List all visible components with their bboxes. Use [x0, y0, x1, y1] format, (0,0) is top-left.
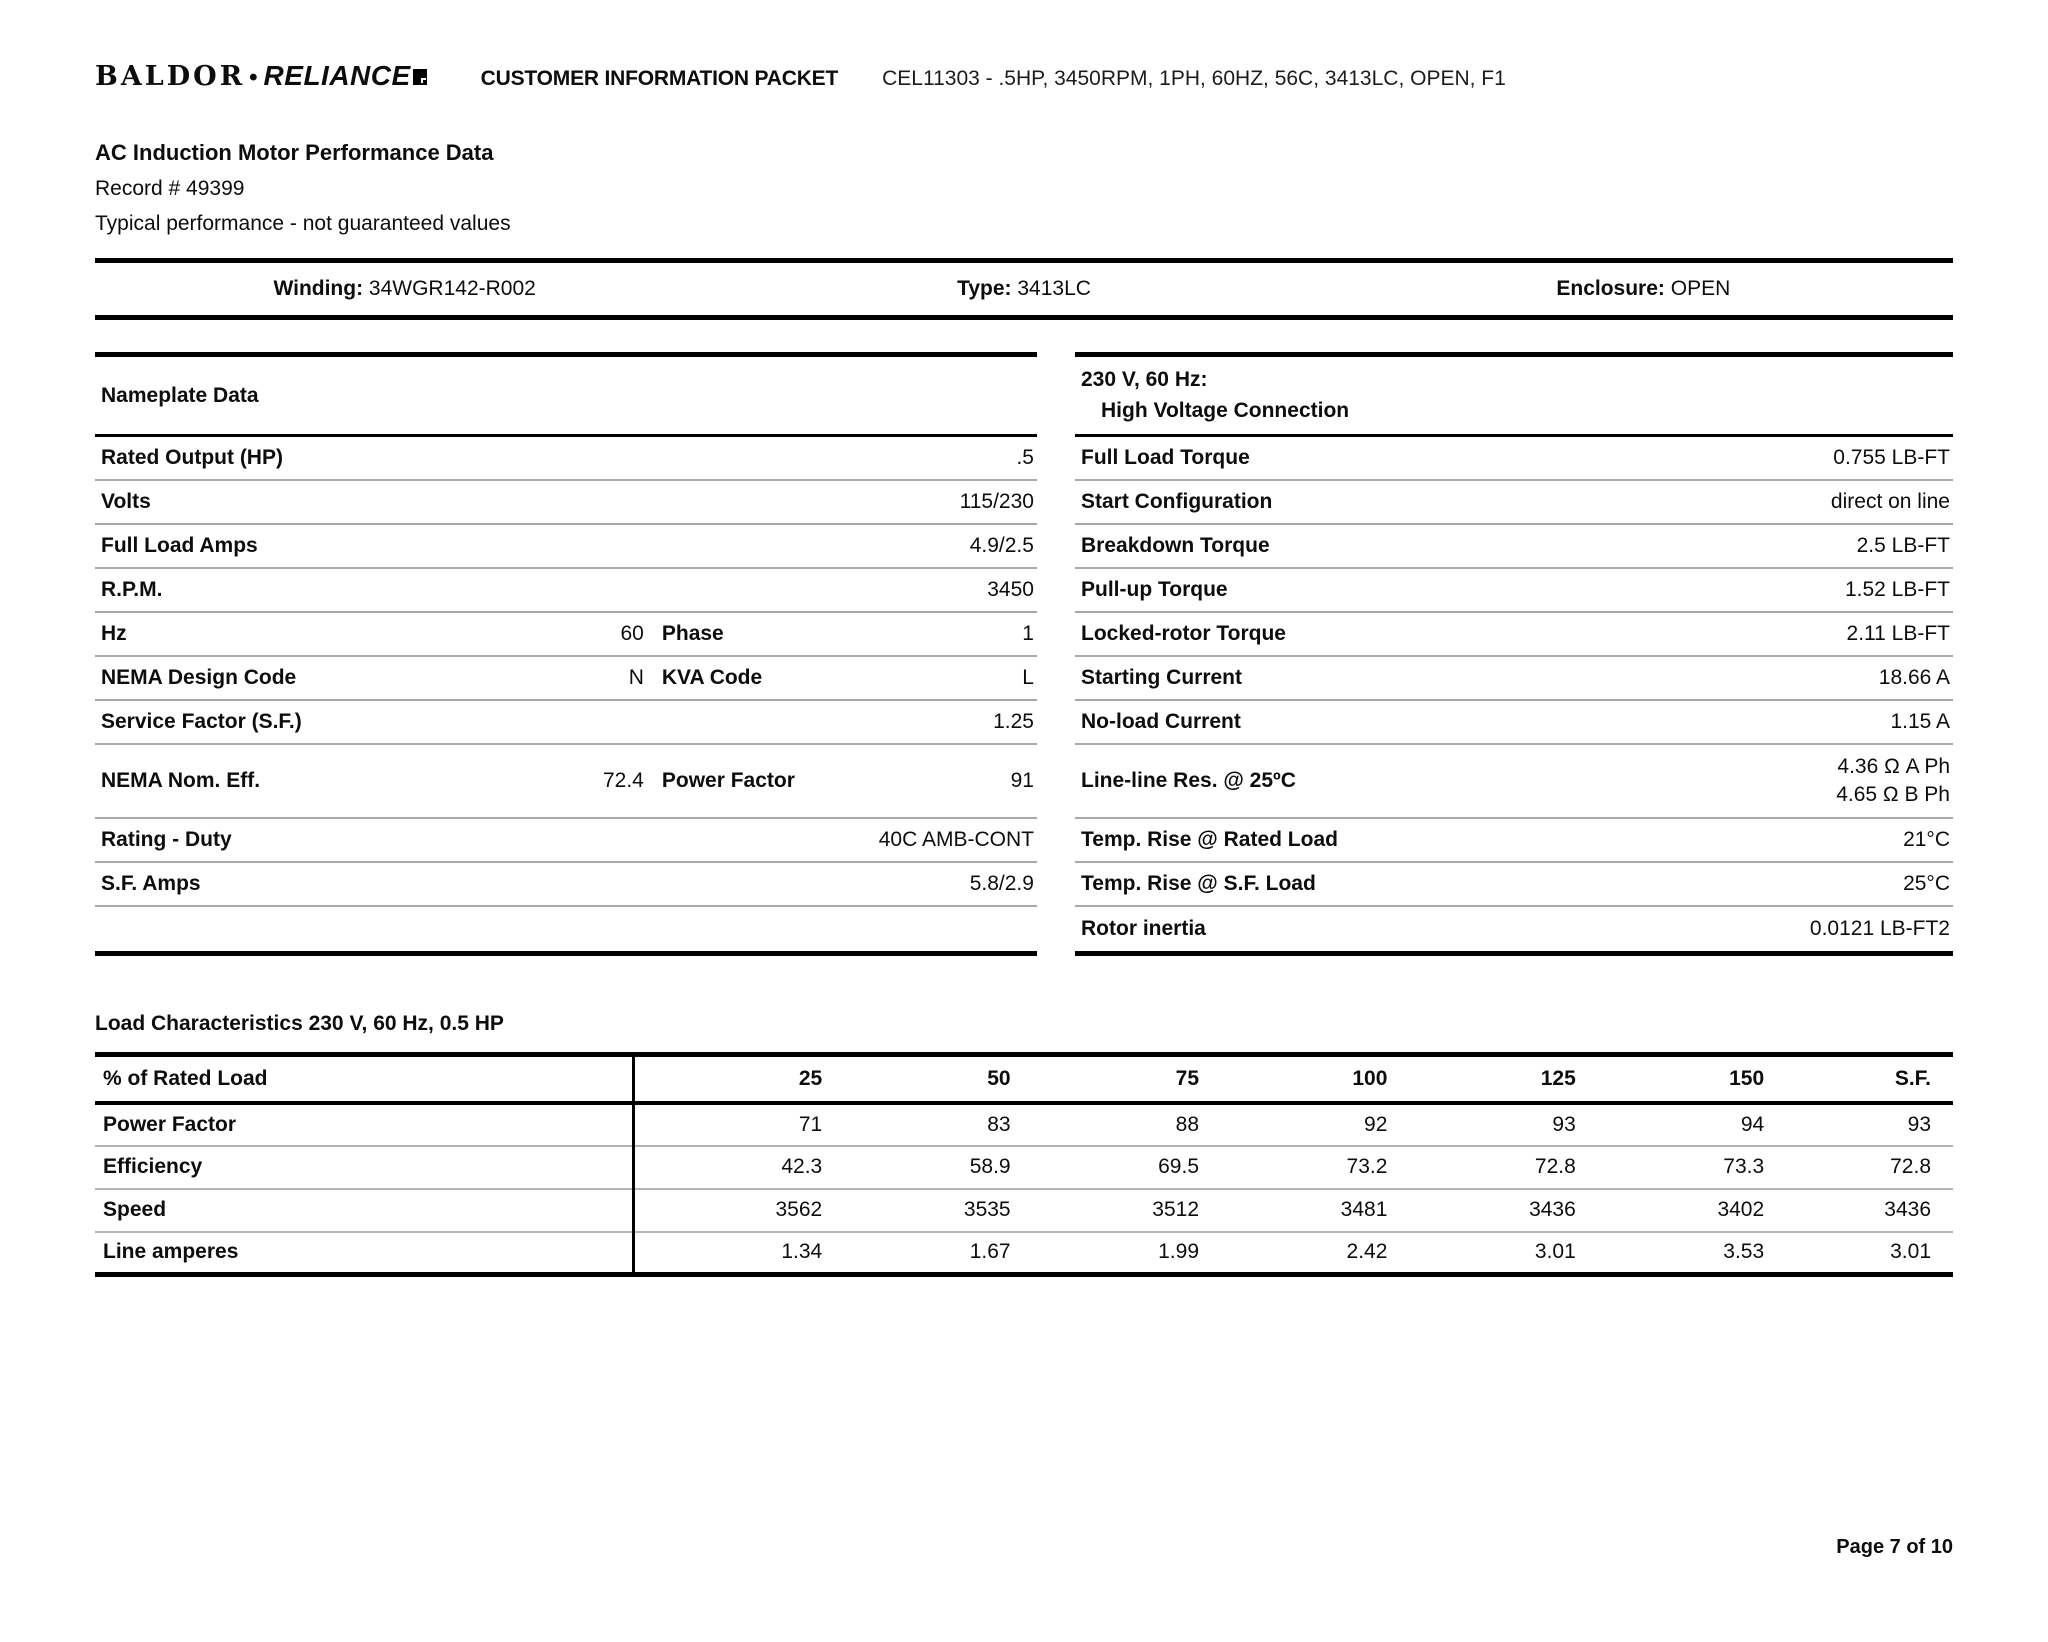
- row-label: Breakdown Torque: [1081, 534, 1270, 557]
- row-value: 0.755 LB-FT: [1833, 446, 1950, 469]
- row-value: 18.66 A: [1878, 666, 1950, 689]
- high-voltage-header: [1075, 357, 1953, 437]
- cell-value: 3.53: [1723, 1240, 1765, 1264]
- row-value: 3450: [987, 578, 1034, 601]
- nameplate-header: [95, 357, 1037, 437]
- row-label: Starting Current: [1081, 666, 1243, 689]
- row-label: Efficiency: [95, 1146, 634, 1189]
- winding-summary-bar: [95, 258, 1953, 320]
- row-second-label: Power Factor: [661, 769, 795, 792]
- type-cell: [714, 277, 1333, 301]
- table-row: [1075, 481, 1953, 525]
- column-header: 50: [822, 1055, 1010, 1103]
- row-label: Line-line Res. @ 25ºC: [1081, 769, 1296, 792]
- row-second-label: KVA Code: [661, 666, 763, 689]
- table-row: [1075, 613, 1953, 657]
- table-row: [95, 657, 1037, 701]
- table-row: [1075, 569, 1953, 613]
- enclosure-value: OPEN: [1670, 277, 1731, 300]
- cell-value: 3.01: [1890, 1240, 1931, 1264]
- enclosure-label: Enclosure:: [1556, 277, 1665, 300]
- row-label: Start Configuration: [1081, 490, 1273, 513]
- row-mid-value: N: [628, 666, 644, 689]
- empty-row: [95, 907, 1037, 947]
- table-row: [95, 819, 1037, 863]
- row-label: Temp. Rise @ Rated Load: [1081, 828, 1338, 851]
- row-value: direct on line: [1830, 490, 1950, 513]
- table-row: [1075, 525, 1953, 569]
- load-characteristics-heading: Load Characteristics 230 V, 60 Hz, 0.5 HP: [95, 1012, 504, 1035]
- row-label: Rated Output (HP): [101, 446, 283, 469]
- table-row: [95, 1103, 1953, 1146]
- row-value: 21°C: [1903, 828, 1950, 851]
- cell-value: 3.01: [1534, 1240, 1576, 1264]
- row-second-label: Phase: [661, 622, 724, 645]
- row-label: Rating - Duty: [101, 828, 232, 851]
- cell-value: 88: [1011, 1103, 1199, 1146]
- logo-reliance-text: RELIANCE: [263, 60, 411, 91]
- row-label: S.F. Amps: [101, 872, 201, 895]
- row-label: Full Load Amps: [101, 534, 258, 557]
- table-row: [95, 863, 1037, 907]
- hv-header-line2: High Voltage Connection: [1101, 399, 1350, 422]
- table-row: [1075, 657, 1953, 701]
- title-block: [95, 140, 1953, 236]
- row-label: Temp. Rise @ S.F. Load: [1081, 872, 1316, 895]
- table-row: [95, 525, 1037, 569]
- row-mid-value: 60: [620, 622, 644, 645]
- table-row: [95, 701, 1037, 745]
- cell-value: 93: [1387, 1103, 1575, 1146]
- table-row: [1075, 701, 1953, 745]
- baldor-reliance-logo: [95, 60, 429, 92]
- page-number: Page 7 of 10: [1836, 1536, 1953, 1558]
- cell-value: 58.9: [822, 1146, 1010, 1189]
- row-label: NEMA Nom. Eff.: [101, 769, 261, 792]
- row-label: Rotor inertia: [1081, 917, 1206, 940]
- cell-value: 3402: [1576, 1189, 1764, 1232]
- table-row: [1075, 745, 1953, 819]
- table-row: [95, 437, 1037, 481]
- row-label: No-load Current: [1081, 710, 1241, 733]
- table-row: [95, 745, 1037, 819]
- row-value: 40C AMB-CONT: [878, 828, 1034, 851]
- cell-value: 69.5: [1011, 1146, 1199, 1189]
- record-number: Record # 49399: [95, 177, 245, 200]
- row-label: Line amperes: [95, 1232, 634, 1275]
- row-value: 1.25: [993, 710, 1034, 733]
- winding-cell: [95, 277, 714, 301]
- winding-value: 34WGR142-R002: [368, 277, 536, 300]
- cell-value: 1.99: [1158, 1240, 1199, 1264]
- row-value-line2: 4.65 Ω B Ph: [1836, 783, 1950, 806]
- cell-value: 72.8: [1764, 1146, 1953, 1189]
- table-row: [95, 613, 1037, 657]
- row-value: 1.52 LB-FT: [1844, 578, 1950, 601]
- column-header: 100: [1199, 1055, 1387, 1103]
- row-label: Speed: [95, 1189, 634, 1232]
- cell-value: 3436: [1764, 1189, 1953, 1232]
- table-row: [1075, 863, 1953, 907]
- cell-value: 73.3: [1576, 1146, 1764, 1189]
- row-value: .5: [1016, 446, 1034, 469]
- row-value: 2.11 LB-FT: [1846, 622, 1950, 645]
- row-value: 1.15 A: [1890, 710, 1950, 733]
- row-label: Full Load Torque: [1081, 446, 1250, 469]
- column-header: 150: [1576, 1055, 1764, 1103]
- document-page: [0, 60, 2048, 1277]
- cell-value: 3562: [634, 1189, 822, 1232]
- cell-value: 83: [822, 1103, 1010, 1146]
- cell-value: 3436: [1387, 1189, 1575, 1232]
- model-description: CEL11303 - .5HP, 3450RPM, 1PH, 60HZ, 56C, 3413LC, OPEN, F1: [882, 67, 1506, 90]
- cell-value: 73.2: [1199, 1146, 1387, 1189]
- cell-value: 42.3: [634, 1146, 822, 1189]
- row-mid-value: 72.4: [602, 769, 644, 792]
- cell-value: 3535: [822, 1189, 1010, 1232]
- row-label: Service Factor (S.F.): [101, 710, 302, 733]
- row-value: [1836, 753, 1953, 809]
- cell-value: 93: [1764, 1103, 1953, 1146]
- load-characteristics-table: [95, 1052, 1953, 1277]
- column-header: S.F.: [1764, 1055, 1953, 1103]
- nameplate-table: [95, 352, 1037, 956]
- row-value: L: [1022, 666, 1034, 689]
- row-value: 25°C: [1903, 872, 1950, 895]
- row-label: Pull-up Torque: [1081, 578, 1228, 601]
- table-row: [95, 1146, 1953, 1189]
- cell-value: 3512: [1011, 1189, 1199, 1232]
- data-tables: [95, 352, 1953, 956]
- cell-value: 92: [1199, 1103, 1387, 1146]
- row-label: NEMA Design Code: [101, 666, 297, 689]
- table-row: [1075, 907, 1953, 951]
- packet-title: CUSTOMER INFORMATION PACKET: [480, 67, 839, 90]
- winding-label: Winding:: [273, 277, 364, 300]
- table-row: [1075, 437, 1953, 481]
- row-value: 91: [1010, 769, 1034, 792]
- row-label: Power Factor: [95, 1103, 634, 1146]
- column-header: 25: [634, 1055, 822, 1103]
- hv-header-line1: 230 V, 60 Hz:: [1081, 368, 1208, 391]
- table-row: [95, 1232, 1953, 1275]
- column-header: 125: [1387, 1055, 1575, 1103]
- row-value: 115/230: [959, 490, 1034, 513]
- row-label: Hz: [101, 622, 127, 645]
- cell-value: 3481: [1199, 1189, 1387, 1232]
- row-value: 2.5 LB-FT: [1856, 534, 1950, 557]
- row-label: Volts: [101, 490, 151, 513]
- cell-value: 94: [1576, 1103, 1764, 1146]
- table-row: [1075, 819, 1953, 863]
- row-value: 0.0121 LB-FT2: [1809, 917, 1950, 940]
- column-header: % of Rated Load: [95, 1055, 634, 1103]
- document-header: [95, 60, 1953, 92]
- cell-value: 72.8: [1387, 1146, 1575, 1189]
- logo-baldor-text: BALDOR: [95, 61, 246, 92]
- cell-value: 71: [634, 1103, 822, 1146]
- cell-value: 2.42: [1346, 1240, 1388, 1264]
- row-value: 5.8/2.9: [969, 872, 1034, 895]
- nameplate-header-text: Nameplate Data: [101, 383, 259, 407]
- table-row: [95, 569, 1037, 613]
- high-voltage-table: [1075, 352, 1953, 956]
- row-value-line1: 4.36 Ω A Ph: [1837, 755, 1950, 778]
- cell-value: 1.67: [969, 1240, 1011, 1264]
- column-header: 75: [1011, 1055, 1199, 1103]
- row-value: 1: [1022, 622, 1034, 645]
- row-label: Locked-rotor Torque: [1081, 622, 1286, 645]
- row-value: 4.9/2.5: [969, 534, 1034, 557]
- table-row: [95, 481, 1037, 525]
- performance-note: Typical performance - not guaranteed values: [95, 212, 511, 235]
- type-label: Type:: [957, 277, 1012, 300]
- registered-trademark-icon: [413, 69, 429, 92]
- type-value: 3413LC: [1017, 277, 1091, 300]
- load-table-header-row: [95, 1055, 1953, 1103]
- table-row: [95, 1189, 1953, 1232]
- logo-separator-dot: •: [249, 64, 258, 91]
- cell-value: 1.34: [781, 1240, 823, 1264]
- row-label: R.P.M.: [101, 578, 163, 601]
- page-title: AC Induction Motor Performance Data: [95, 140, 494, 165]
- enclosure-cell: [1334, 277, 1953, 301]
